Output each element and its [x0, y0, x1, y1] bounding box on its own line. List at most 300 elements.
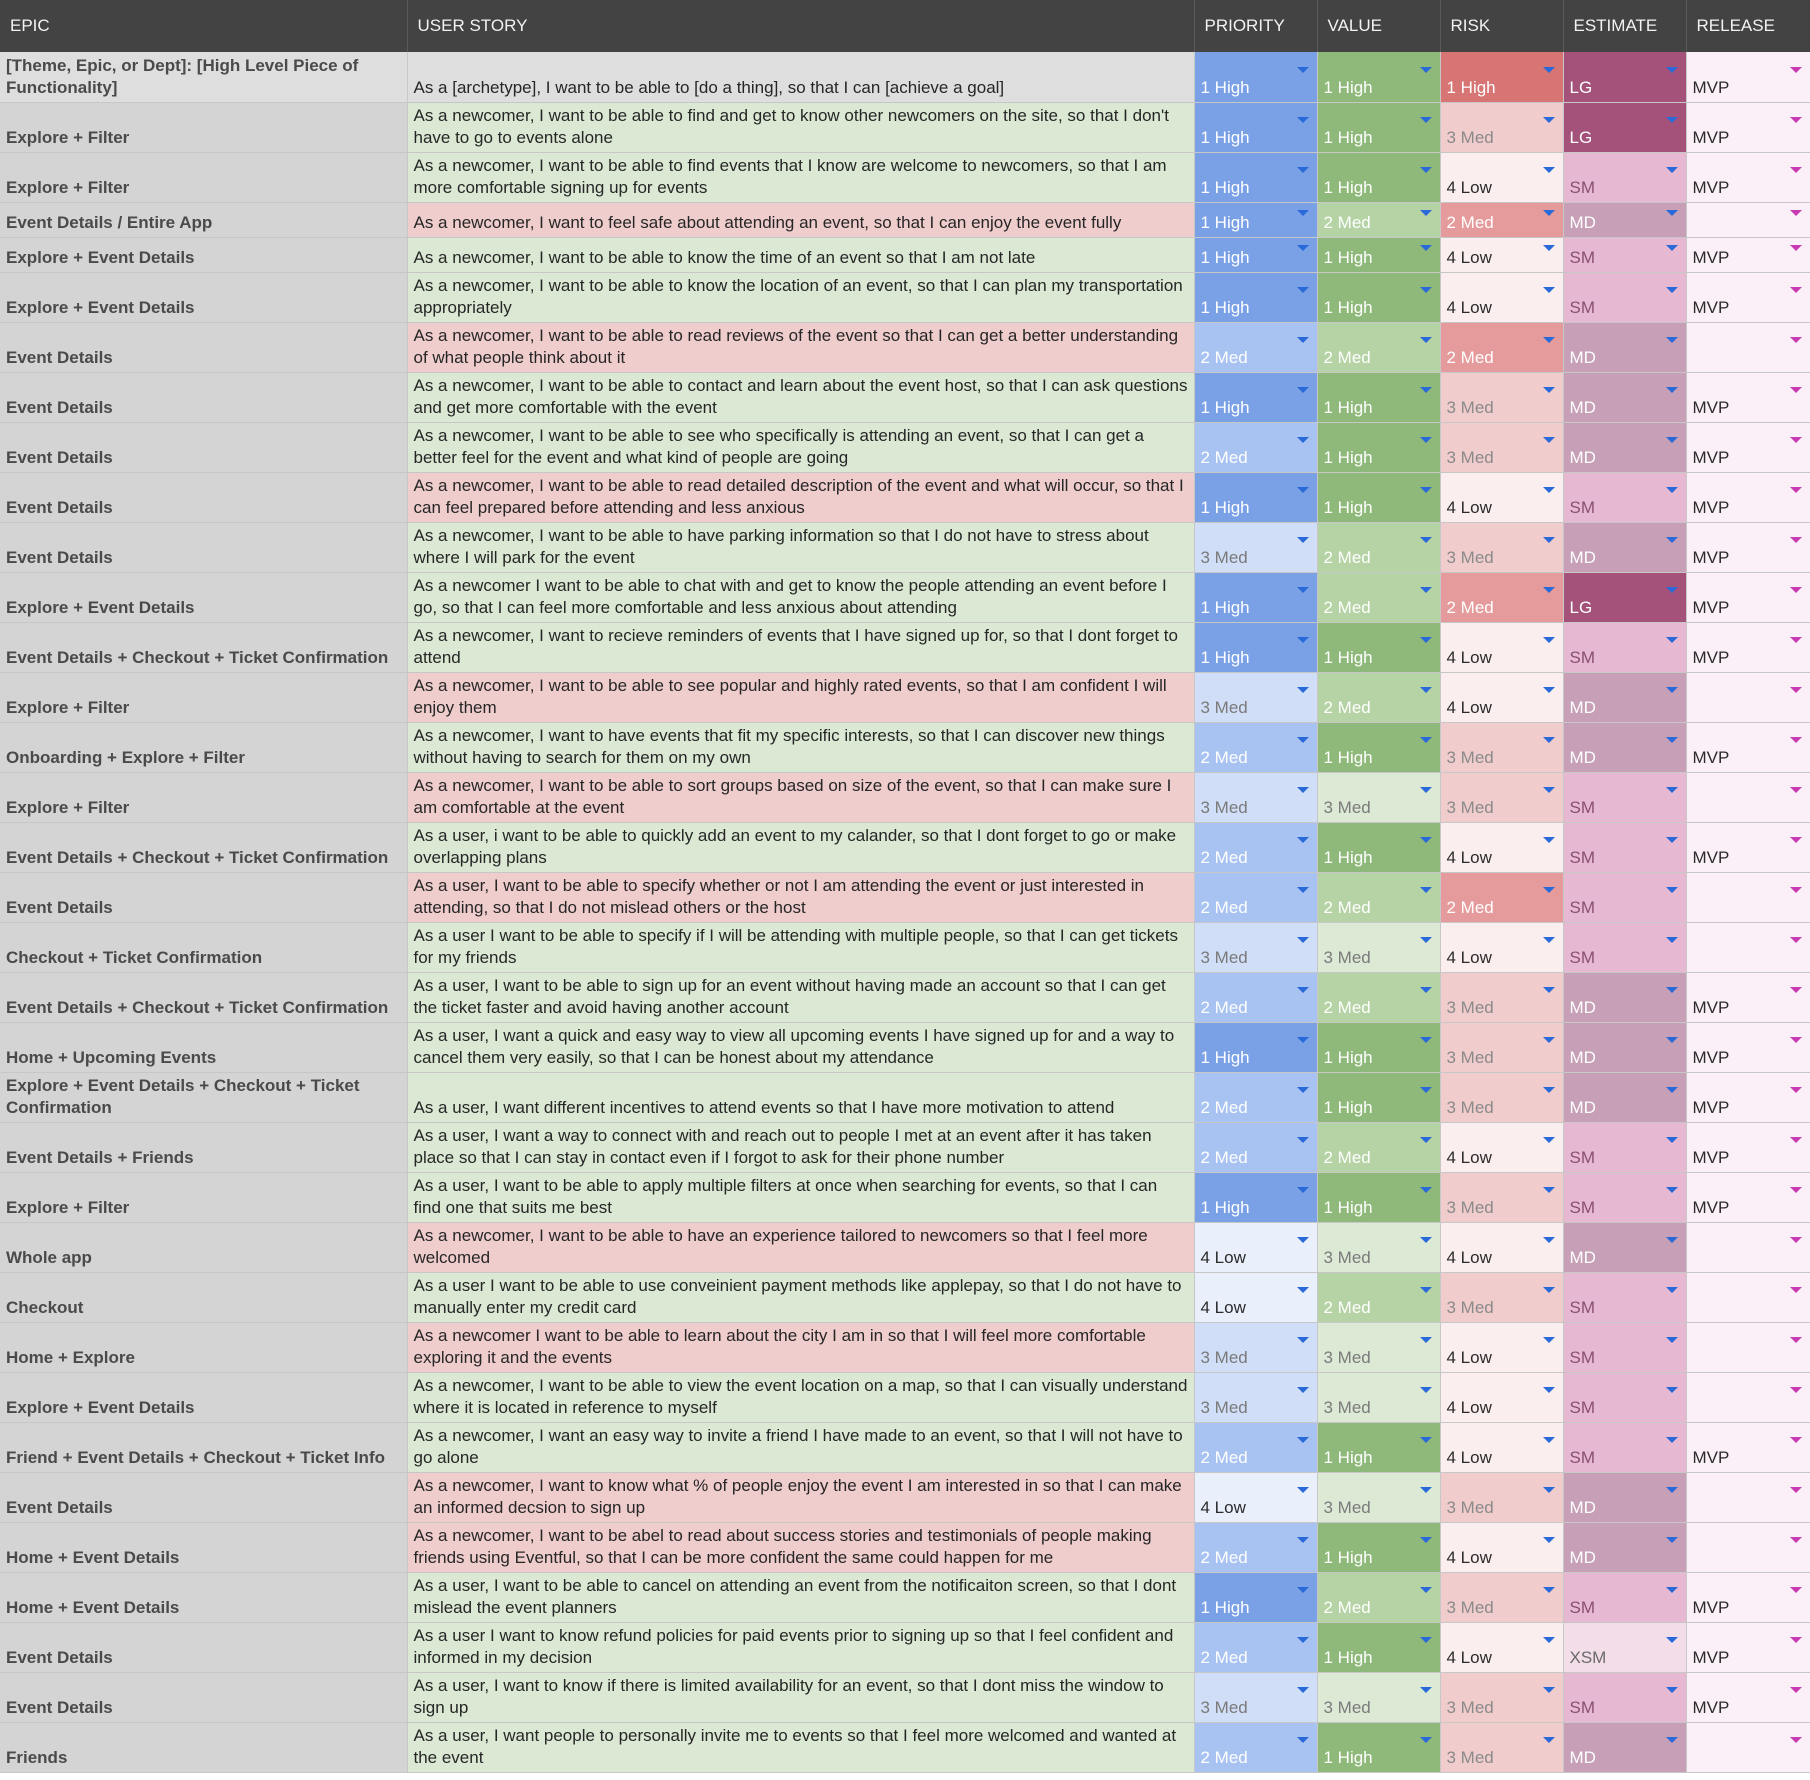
- chevron-down-icon[interactable]: [1297, 837, 1309, 843]
- chevron-down-icon[interactable]: [1666, 1637, 1678, 1643]
- chevron-down-icon[interactable]: [1543, 1737, 1555, 1743]
- user-story-cell[interactable]: [407, 1472, 1194, 1522]
- epic-cell[interactable]: [0, 1422, 407, 1472]
- chevron-down-icon[interactable]: [1543, 937, 1555, 943]
- chevron-down-icon[interactable]: [1666, 1087, 1678, 1093]
- chevron-down-icon[interactable]: [1543, 437, 1555, 443]
- risk-dropdown[interactable]: [1440, 1422, 1563, 1472]
- estimate-dropdown[interactable]: [1563, 922, 1686, 972]
- chevron-down-icon[interactable]: [1420, 1737, 1432, 1743]
- chevron-down-icon[interactable]: [1543, 287, 1555, 293]
- value-dropdown[interactable]: [1317, 52, 1440, 102]
- value-dropdown[interactable]: [1317, 472, 1440, 522]
- risk-dropdown[interactable]: [1440, 1372, 1563, 1422]
- estimate-dropdown[interactable]: [1563, 672, 1686, 722]
- epic-cell[interactable]: [0, 237, 407, 272]
- chevron-down-icon[interactable]: [1420, 787, 1432, 793]
- user-story-cell[interactable]: [407, 202, 1194, 237]
- value-dropdown[interactable]: [1317, 1322, 1440, 1372]
- priority-dropdown[interactable]: [1194, 372, 1317, 422]
- risk-dropdown[interactable]: [1440, 772, 1563, 822]
- epic-cell[interactable]: [0, 1622, 407, 1672]
- chevron-down-icon[interactable]: [1297, 537, 1309, 543]
- user-story-cell[interactable]: [407, 622, 1194, 672]
- chevron-down-icon[interactable]: [1297, 487, 1309, 493]
- chevron-down-icon[interactable]: [1543, 1237, 1555, 1243]
- estimate-dropdown[interactable]: [1563, 1022, 1686, 1072]
- priority-dropdown[interactable]: [1194, 1272, 1317, 1322]
- value-dropdown[interactable]: [1317, 372, 1440, 422]
- release-dropdown[interactable]: [1686, 202, 1810, 237]
- chevron-down-icon[interactable]: [1790, 887, 1802, 893]
- risk-dropdown[interactable]: [1440, 1322, 1563, 1372]
- chevron-down-icon[interactable]: [1543, 1037, 1555, 1043]
- chevron-down-icon[interactable]: [1666, 287, 1678, 293]
- release-dropdown[interactable]: [1686, 1522, 1810, 1572]
- chevron-down-icon[interactable]: [1543, 1287, 1555, 1293]
- value-dropdown[interactable]: [1317, 572, 1440, 622]
- chevron-down-icon[interactable]: [1420, 1287, 1432, 1293]
- user-story-cell[interactable]: [407, 922, 1194, 972]
- chevron-down-icon[interactable]: [1543, 1087, 1555, 1093]
- col-header-priority[interactable]: PRIORITY: [1194, 0, 1317, 52]
- chevron-down-icon[interactable]: [1666, 337, 1678, 343]
- chevron-down-icon[interactable]: [1666, 1187, 1678, 1193]
- priority-dropdown[interactable]: [1194, 152, 1317, 202]
- chevron-down-icon[interactable]: [1420, 1487, 1432, 1493]
- chevron-down-icon[interactable]: [1790, 637, 1802, 643]
- priority-dropdown[interactable]: [1194, 522, 1317, 572]
- estimate-dropdown[interactable]: [1563, 102, 1686, 152]
- chevron-down-icon[interactable]: [1790, 987, 1802, 993]
- estimate-dropdown[interactable]: [1563, 237, 1686, 272]
- chevron-down-icon[interactable]: [1297, 787, 1309, 793]
- user-story-cell[interactable]: [407, 372, 1194, 422]
- priority-dropdown[interactable]: [1194, 422, 1317, 472]
- release-dropdown[interactable]: [1686, 522, 1810, 572]
- user-story-cell[interactable]: [407, 1072, 1194, 1122]
- release-dropdown[interactable]: [1686, 1472, 1810, 1522]
- risk-dropdown[interactable]: [1440, 1172, 1563, 1222]
- epic-cell[interactable]: [0, 202, 407, 237]
- value-dropdown[interactable]: [1317, 422, 1440, 472]
- release-dropdown[interactable]: [1686, 1022, 1810, 1072]
- chevron-down-icon[interactable]: [1790, 1437, 1802, 1443]
- chevron-down-icon[interactable]: [1297, 245, 1309, 251]
- epic-cell[interactable]: [0, 872, 407, 922]
- chevron-down-icon[interactable]: [1666, 210, 1678, 216]
- col-header-epic[interactable]: EPIC: [0, 0, 407, 52]
- epic-cell[interactable]: [0, 322, 407, 372]
- chevron-down-icon[interactable]: [1543, 210, 1555, 216]
- release-dropdown[interactable]: [1686, 872, 1810, 922]
- chevron-down-icon[interactable]: [1666, 637, 1678, 643]
- chevron-down-icon[interactable]: [1666, 1137, 1678, 1143]
- estimate-dropdown[interactable]: [1563, 202, 1686, 237]
- priority-dropdown[interactable]: [1194, 1672, 1317, 1722]
- release-dropdown[interactable]: [1686, 1072, 1810, 1122]
- estimate-dropdown[interactable]: [1563, 422, 1686, 472]
- chevron-down-icon[interactable]: [1666, 837, 1678, 843]
- release-dropdown[interactable]: [1686, 102, 1810, 152]
- priority-dropdown[interactable]: [1194, 672, 1317, 722]
- chevron-down-icon[interactable]: [1790, 287, 1802, 293]
- estimate-dropdown[interactable]: [1563, 152, 1686, 202]
- release-dropdown[interactable]: [1686, 52, 1810, 102]
- estimate-dropdown[interactable]: [1563, 622, 1686, 672]
- chevron-down-icon[interactable]: [1543, 687, 1555, 693]
- value-dropdown[interactable]: [1317, 1622, 1440, 1672]
- priority-dropdown[interactable]: [1194, 1322, 1317, 1372]
- priority-dropdown[interactable]: [1194, 1722, 1317, 1772]
- chevron-down-icon[interactable]: [1297, 1587, 1309, 1593]
- col-header-risk[interactable]: RISK: [1440, 0, 1563, 52]
- chevron-down-icon[interactable]: [1420, 737, 1432, 743]
- chevron-down-icon[interactable]: [1420, 1437, 1432, 1443]
- chevron-down-icon[interactable]: [1420, 887, 1432, 893]
- chevron-down-icon[interactable]: [1297, 1087, 1309, 1093]
- release-dropdown[interactable]: [1686, 322, 1810, 372]
- risk-dropdown[interactable]: [1440, 872, 1563, 922]
- estimate-dropdown[interactable]: [1563, 972, 1686, 1022]
- chevron-down-icon[interactable]: [1543, 1537, 1555, 1543]
- chevron-down-icon[interactable]: [1297, 1337, 1309, 1343]
- release-dropdown[interactable]: [1686, 972, 1810, 1022]
- epic-cell[interactable]: [0, 1672, 407, 1722]
- epic-cell[interactable]: [0, 1522, 407, 1572]
- epic-cell[interactable]: [0, 1072, 407, 1122]
- epic-cell[interactable]: [0, 1722, 407, 1772]
- chevron-down-icon[interactable]: [1666, 1587, 1678, 1593]
- chevron-down-icon[interactable]: [1297, 1237, 1309, 1243]
- user-story-cell[interactable]: [407, 1572, 1194, 1622]
- risk-dropdown[interactable]: [1440, 1622, 1563, 1672]
- chevron-down-icon[interactable]: [1790, 1587, 1802, 1593]
- epic-cell[interactable]: [0, 722, 407, 772]
- estimate-dropdown[interactable]: [1563, 52, 1686, 102]
- epic-cell[interactable]: [0, 1172, 407, 1222]
- chevron-down-icon[interactable]: [1297, 210, 1309, 216]
- epic-cell[interactable]: [0, 52, 407, 102]
- value-dropdown[interactable]: [1317, 722, 1440, 772]
- release-dropdown[interactable]: [1686, 1172, 1810, 1222]
- user-story-cell[interactable]: [407, 1222, 1194, 1272]
- release-dropdown[interactable]: [1686, 772, 1810, 822]
- release-dropdown[interactable]: [1686, 422, 1810, 472]
- user-story-cell[interactable]: [407, 1622, 1194, 1672]
- chevron-down-icon[interactable]: [1666, 887, 1678, 893]
- release-dropdown[interactable]: [1686, 272, 1810, 322]
- user-story-cell[interactable]: [407, 1522, 1194, 1572]
- estimate-dropdown[interactable]: [1563, 1672, 1686, 1722]
- user-story-cell[interactable]: [407, 522, 1194, 572]
- chevron-down-icon[interactable]: [1666, 387, 1678, 393]
- user-story-cell[interactable]: [407, 772, 1194, 822]
- priority-dropdown[interactable]: [1194, 1372, 1317, 1422]
- chevron-down-icon[interactable]: [1420, 1587, 1432, 1593]
- user-story-cell[interactable]: [407, 1672, 1194, 1722]
- chevron-down-icon[interactable]: [1420, 687, 1432, 693]
- chevron-down-icon[interactable]: [1790, 837, 1802, 843]
- epic-cell[interactable]: [0, 1222, 407, 1272]
- user-story-cell[interactable]: [407, 102, 1194, 152]
- chevron-down-icon[interactable]: [1790, 937, 1802, 943]
- user-story-cell[interactable]: [407, 1422, 1194, 1472]
- chevron-down-icon[interactable]: [1420, 117, 1432, 123]
- epic-cell[interactable]: [0, 972, 407, 1022]
- estimate-dropdown[interactable]: [1563, 822, 1686, 872]
- col-header-release[interactable]: RELEASE: [1686, 0, 1810, 52]
- chevron-down-icon[interactable]: [1666, 787, 1678, 793]
- estimate-dropdown[interactable]: [1563, 1422, 1686, 1472]
- chevron-down-icon[interactable]: [1790, 167, 1802, 173]
- release-dropdown[interactable]: [1686, 1572, 1810, 1622]
- chevron-down-icon[interactable]: [1420, 67, 1432, 73]
- epic-cell[interactable]: [0, 672, 407, 722]
- chevron-down-icon[interactable]: [1790, 1237, 1802, 1243]
- user-story-cell[interactable]: [407, 972, 1194, 1022]
- chevron-down-icon[interactable]: [1790, 537, 1802, 543]
- release-dropdown[interactable]: [1686, 1222, 1810, 1272]
- risk-dropdown[interactable]: [1440, 522, 1563, 572]
- chevron-down-icon[interactable]: [1790, 1337, 1802, 1343]
- epic-cell[interactable]: [0, 1572, 407, 1622]
- chevron-down-icon[interactable]: [1790, 245, 1802, 251]
- estimate-dropdown[interactable]: [1563, 1072, 1686, 1122]
- risk-dropdown[interactable]: [1440, 1472, 1563, 1522]
- chevron-down-icon[interactable]: [1297, 337, 1309, 343]
- chevron-down-icon[interactable]: [1543, 1437, 1555, 1443]
- chevron-down-icon[interactable]: [1790, 1187, 1802, 1193]
- epic-cell[interactable]: [0, 572, 407, 622]
- chevron-down-icon[interactable]: [1790, 1137, 1802, 1143]
- chevron-down-icon[interactable]: [1297, 1137, 1309, 1143]
- chevron-down-icon[interactable]: [1543, 387, 1555, 393]
- release-dropdown[interactable]: [1686, 237, 1810, 272]
- chevron-down-icon[interactable]: [1297, 1687, 1309, 1693]
- epic-cell[interactable]: [0, 1272, 407, 1322]
- chevron-down-icon[interactable]: [1420, 387, 1432, 393]
- risk-dropdown[interactable]: [1440, 52, 1563, 102]
- risk-dropdown[interactable]: [1440, 237, 1563, 272]
- user-story-cell[interactable]: [407, 272, 1194, 322]
- chevron-down-icon[interactable]: [1297, 287, 1309, 293]
- col-header-user-story[interactable]: USER STORY: [407, 0, 1194, 52]
- epic-cell[interactable]: [0, 1122, 407, 1172]
- risk-dropdown[interactable]: [1440, 672, 1563, 722]
- chevron-down-icon[interactable]: [1420, 837, 1432, 843]
- chevron-down-icon[interactable]: [1790, 337, 1802, 343]
- chevron-down-icon[interactable]: [1790, 1687, 1802, 1693]
- chevron-down-icon[interactable]: [1543, 837, 1555, 843]
- user-story-cell[interactable]: [407, 1172, 1194, 1222]
- priority-dropdown[interactable]: [1194, 1072, 1317, 1122]
- value-dropdown[interactable]: [1317, 1472, 1440, 1522]
- priority-dropdown[interactable]: [1194, 772, 1317, 822]
- chevron-down-icon[interactable]: [1297, 437, 1309, 443]
- chevron-down-icon[interactable]: [1666, 245, 1678, 251]
- epic-cell[interactable]: [0, 272, 407, 322]
- priority-dropdown[interactable]: [1194, 472, 1317, 522]
- release-dropdown[interactable]: [1686, 1672, 1810, 1722]
- priority-dropdown[interactable]: [1194, 722, 1317, 772]
- chevron-down-icon[interactable]: [1420, 337, 1432, 343]
- risk-dropdown[interactable]: [1440, 102, 1563, 152]
- epic-cell[interactable]: [0, 1372, 407, 1422]
- risk-dropdown[interactable]: [1440, 322, 1563, 372]
- chevron-down-icon[interactable]: [1543, 787, 1555, 793]
- priority-dropdown[interactable]: [1194, 822, 1317, 872]
- value-dropdown[interactable]: [1317, 1522, 1440, 1572]
- chevron-down-icon[interactable]: [1666, 1337, 1678, 1343]
- value-dropdown[interactable]: [1317, 102, 1440, 152]
- chevron-down-icon[interactable]: [1666, 1737, 1678, 1743]
- risk-dropdown[interactable]: [1440, 922, 1563, 972]
- chevron-down-icon[interactable]: [1666, 737, 1678, 743]
- chevron-down-icon[interactable]: [1543, 1387, 1555, 1393]
- epic-cell[interactable]: [0, 822, 407, 872]
- value-dropdown[interactable]: [1317, 972, 1440, 1022]
- release-dropdown[interactable]: [1686, 572, 1810, 622]
- priority-dropdown[interactable]: [1194, 52, 1317, 102]
- release-dropdown[interactable]: [1686, 1372, 1810, 1422]
- chevron-down-icon[interactable]: [1790, 1737, 1802, 1743]
- chevron-down-icon[interactable]: [1420, 210, 1432, 216]
- chevron-down-icon[interactable]: [1790, 787, 1802, 793]
- user-story-cell[interactable]: [407, 472, 1194, 522]
- user-story-cell[interactable]: [407, 572, 1194, 622]
- user-story-cell[interactable]: [407, 52, 1194, 102]
- user-story-cell[interactable]: [407, 1322, 1194, 1372]
- user-story-cell[interactable]: [407, 822, 1194, 872]
- release-dropdown[interactable]: [1686, 722, 1810, 772]
- chevron-down-icon[interactable]: [1666, 987, 1678, 993]
- chevron-down-icon[interactable]: [1666, 1687, 1678, 1693]
- chevron-down-icon[interactable]: [1790, 587, 1802, 593]
- chevron-down-icon[interactable]: [1420, 1237, 1432, 1243]
- priority-dropdown[interactable]: [1194, 1572, 1317, 1622]
- value-dropdown[interactable]: [1317, 237, 1440, 272]
- user-story-cell[interactable]: [407, 672, 1194, 722]
- risk-dropdown[interactable]: [1440, 722, 1563, 772]
- estimate-dropdown[interactable]: [1563, 322, 1686, 372]
- estimate-dropdown[interactable]: [1563, 722, 1686, 772]
- risk-dropdown[interactable]: [1440, 1672, 1563, 1722]
- user-story-cell[interactable]: [407, 872, 1194, 922]
- chevron-down-icon[interactable]: [1790, 1087, 1802, 1093]
- value-dropdown[interactable]: [1317, 622, 1440, 672]
- chevron-down-icon[interactable]: [1543, 737, 1555, 743]
- user-story-cell[interactable]: [407, 722, 1194, 772]
- chevron-down-icon[interactable]: [1666, 1437, 1678, 1443]
- estimate-dropdown[interactable]: [1563, 772, 1686, 822]
- risk-dropdown[interactable]: [1440, 1122, 1563, 1172]
- user-story-cell[interactable]: [407, 1272, 1194, 1322]
- value-dropdown[interactable]: [1317, 1722, 1440, 1772]
- chevron-down-icon[interactable]: [1420, 245, 1432, 251]
- value-dropdown[interactable]: [1317, 1022, 1440, 1072]
- chevron-down-icon[interactable]: [1420, 1037, 1432, 1043]
- chevron-down-icon[interactable]: [1666, 167, 1678, 173]
- risk-dropdown[interactable]: [1440, 1072, 1563, 1122]
- chevron-down-icon[interactable]: [1297, 587, 1309, 593]
- epic-cell[interactable]: [0, 1322, 407, 1372]
- chevron-down-icon[interactable]: [1420, 487, 1432, 493]
- chevron-down-icon[interactable]: [1543, 167, 1555, 173]
- estimate-dropdown[interactable]: [1563, 272, 1686, 322]
- priority-dropdown[interactable]: [1194, 1122, 1317, 1172]
- estimate-dropdown[interactable]: [1563, 1172, 1686, 1222]
- chevron-down-icon[interactable]: [1543, 537, 1555, 543]
- estimate-dropdown[interactable]: [1563, 1122, 1686, 1172]
- chevron-down-icon[interactable]: [1666, 67, 1678, 73]
- user-story-cell[interactable]: [407, 1022, 1194, 1072]
- chevron-down-icon[interactable]: [1543, 487, 1555, 493]
- user-story-cell[interactable]: [407, 1122, 1194, 1172]
- chevron-down-icon[interactable]: [1420, 1637, 1432, 1643]
- chevron-down-icon[interactable]: [1297, 1387, 1309, 1393]
- user-story-cell[interactable]: [407, 322, 1194, 372]
- col-header-value[interactable]: VALUE: [1317, 0, 1440, 52]
- priority-dropdown[interactable]: [1194, 972, 1317, 1022]
- release-dropdown[interactable]: [1686, 1422, 1810, 1472]
- chevron-down-icon[interactable]: [1543, 1637, 1555, 1643]
- release-dropdown[interactable]: [1686, 372, 1810, 422]
- estimate-dropdown[interactable]: [1563, 1722, 1686, 1772]
- value-dropdown[interactable]: [1317, 1172, 1440, 1222]
- chevron-down-icon[interactable]: [1297, 1637, 1309, 1643]
- chevron-down-icon[interactable]: [1790, 67, 1802, 73]
- epic-cell[interactable]: [0, 372, 407, 422]
- col-header-estimate[interactable]: ESTIMATE: [1563, 0, 1686, 52]
- chevron-down-icon[interactable]: [1297, 1437, 1309, 1443]
- risk-dropdown[interactable]: [1440, 202, 1563, 237]
- chevron-down-icon[interactable]: [1790, 1637, 1802, 1643]
- release-dropdown[interactable]: [1686, 1122, 1810, 1172]
- estimate-dropdown[interactable]: [1563, 1622, 1686, 1672]
- chevron-down-icon[interactable]: [1666, 537, 1678, 543]
- chevron-down-icon[interactable]: [1420, 287, 1432, 293]
- chevron-down-icon[interactable]: [1790, 437, 1802, 443]
- epic-cell[interactable]: [0, 772, 407, 822]
- chevron-down-icon[interactable]: [1790, 387, 1802, 393]
- priority-dropdown[interactable]: [1194, 872, 1317, 922]
- chevron-down-icon[interactable]: [1543, 337, 1555, 343]
- chevron-down-icon[interactable]: [1543, 1487, 1555, 1493]
- chevron-down-icon[interactable]: [1420, 637, 1432, 643]
- chevron-down-icon[interactable]: [1297, 937, 1309, 943]
- priority-dropdown[interactable]: [1194, 572, 1317, 622]
- epic-cell[interactable]: [0, 472, 407, 522]
- chevron-down-icon[interactable]: [1297, 387, 1309, 393]
- priority-dropdown[interactable]: [1194, 202, 1317, 237]
- value-dropdown[interactable]: [1317, 922, 1440, 972]
- chevron-down-icon[interactable]: [1790, 687, 1802, 693]
- chevron-down-icon[interactable]: [1297, 167, 1309, 173]
- chevron-down-icon[interactable]: [1543, 245, 1555, 251]
- priority-dropdown[interactable]: [1194, 1622, 1317, 1672]
- chevron-down-icon[interactable]: [1420, 537, 1432, 543]
- chevron-down-icon[interactable]: [1297, 1537, 1309, 1543]
- estimate-dropdown[interactable]: [1563, 522, 1686, 572]
- release-dropdown[interactable]: [1686, 1272, 1810, 1322]
- epic-cell[interactable]: [0, 622, 407, 672]
- chevron-down-icon[interactable]: [1666, 687, 1678, 693]
- chevron-down-icon[interactable]: [1790, 210, 1802, 216]
- priority-dropdown[interactable]: [1194, 102, 1317, 152]
- chevron-down-icon[interactable]: [1420, 587, 1432, 593]
- chevron-down-icon[interactable]: [1297, 687, 1309, 693]
